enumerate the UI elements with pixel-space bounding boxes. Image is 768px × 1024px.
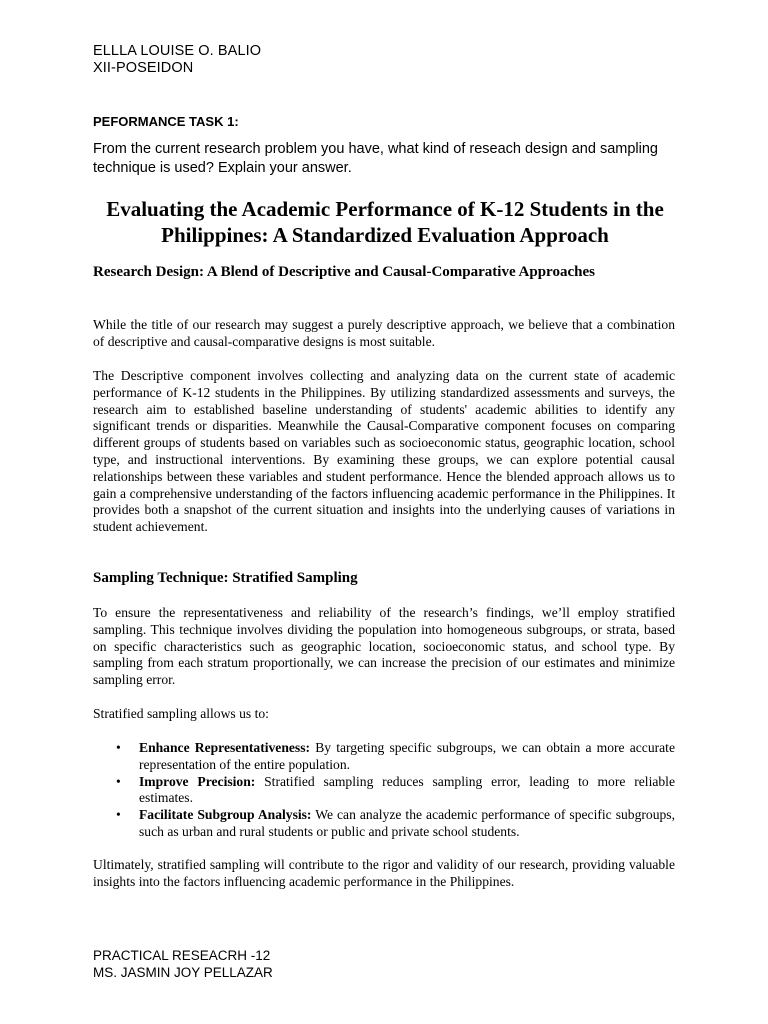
sampling-benefits-list bbox=[93, 740, 675, 841]
task-prompt: From the current research problem you have, what kind of reseach design and sampling technique is used? Explain your answer. bbox=[93, 141, 658, 176]
list-item bbox=[93, 740, 675, 774]
research-design-heading: Research Design: A Blend of Descriptive and Causal-Comparative Approaches bbox=[93, 264, 595, 280]
sampling-paragraph-1: To ensure the representativeness and reliability of the research’s findings, we’ll employ stratified sampling. This technique involves dividing the population into homogeneous subgroups, or strata, based on specific characteristics such as geographic location, socioeconomic status, and school type. By sampling from each stratum proportionally, we can increase the precision of our estimates and minimize sampling error. bbox=[93, 605, 675, 688]
research-design-paragraph-1: While the title of our research may suggest a purely descriptive approach, we believe that a combination of descriptive and causal-comparative designs is most suitable. bbox=[93, 317, 675, 349]
conclusion-paragraph: Ultimately, stratified sampling will contribute to the rigor and validity of our research, providing valuable insights into the factors influencing academic performance in the Philippines. bbox=[93, 857, 675, 889]
student-name: ELLLA LOUISE O. BALIO bbox=[93, 43, 262, 59]
sampling-intro: Stratified sampling allows us to: bbox=[93, 706, 269, 721]
list-item-text: Stratified sampling reduces sampling error, leading to more reliable estimates. bbox=[139, 773, 675, 806]
footer-course: PRACTICAL RESEACRH -12 bbox=[93, 948, 271, 963]
list-item bbox=[93, 774, 675, 808]
bullet-icon: • bbox=[116, 807, 121, 823]
bullet-icon: • bbox=[116, 740, 121, 755]
research-design-paragraph-2: The Descriptive component involves collecting and analyzing data on the current state of academic performance of K-12 students in the Philippines. By utilizing standardized assessments and surveys, the research aim to established baseline understanding of students' academic abilities to identify any significant trends or disparities. Meanwhile the Causal-Comparative component focuses on comparing different groups of students based on variables such as socioeconomic status, geographic location, school type, and instructional interventions. By examining these groups, we can explore potential causal relationships between these variables and student performance. Hence the blended approach allows us to gain a comprehensive understanding of the factors influencing academic performance in the Philippines. It provides both a snapshot of the current situation and insights into the underlying causes of variations in student achievement. bbox=[93, 368, 675, 535]
student-section: XII-POSEIDON bbox=[93, 60, 194, 76]
footer-teacher: MS. JASMIN JOY PELLAZAR bbox=[93, 965, 273, 980]
list-item-term: Improve Precision: bbox=[139, 773, 256, 789]
task-label: PEFORMANCE TASK 1: bbox=[93, 114, 239, 129]
list-item-text: By targeting specific subgroups, we can obtain a more accurate representation of the entire population. bbox=[139, 740, 675, 772]
list-item-term: Enhance Representativeness: bbox=[139, 740, 311, 755]
document-title: Evaluating the Academic Performance of K-12 Students in the Philippines: A Standardized Evaluation Approach bbox=[106, 197, 664, 247]
sampling-heading: Sampling Technique: Stratified Sampling bbox=[93, 570, 358, 586]
list-item bbox=[93, 807, 675, 841]
list-item-term: Facilitate Subgroup Analysis: bbox=[139, 807, 312, 823]
bullet-icon: • bbox=[116, 773, 121, 789]
list-item-text: We can analyze the academic performance of specific subgroups, such as urban and rural students or public and private school students. bbox=[139, 807, 675, 839]
